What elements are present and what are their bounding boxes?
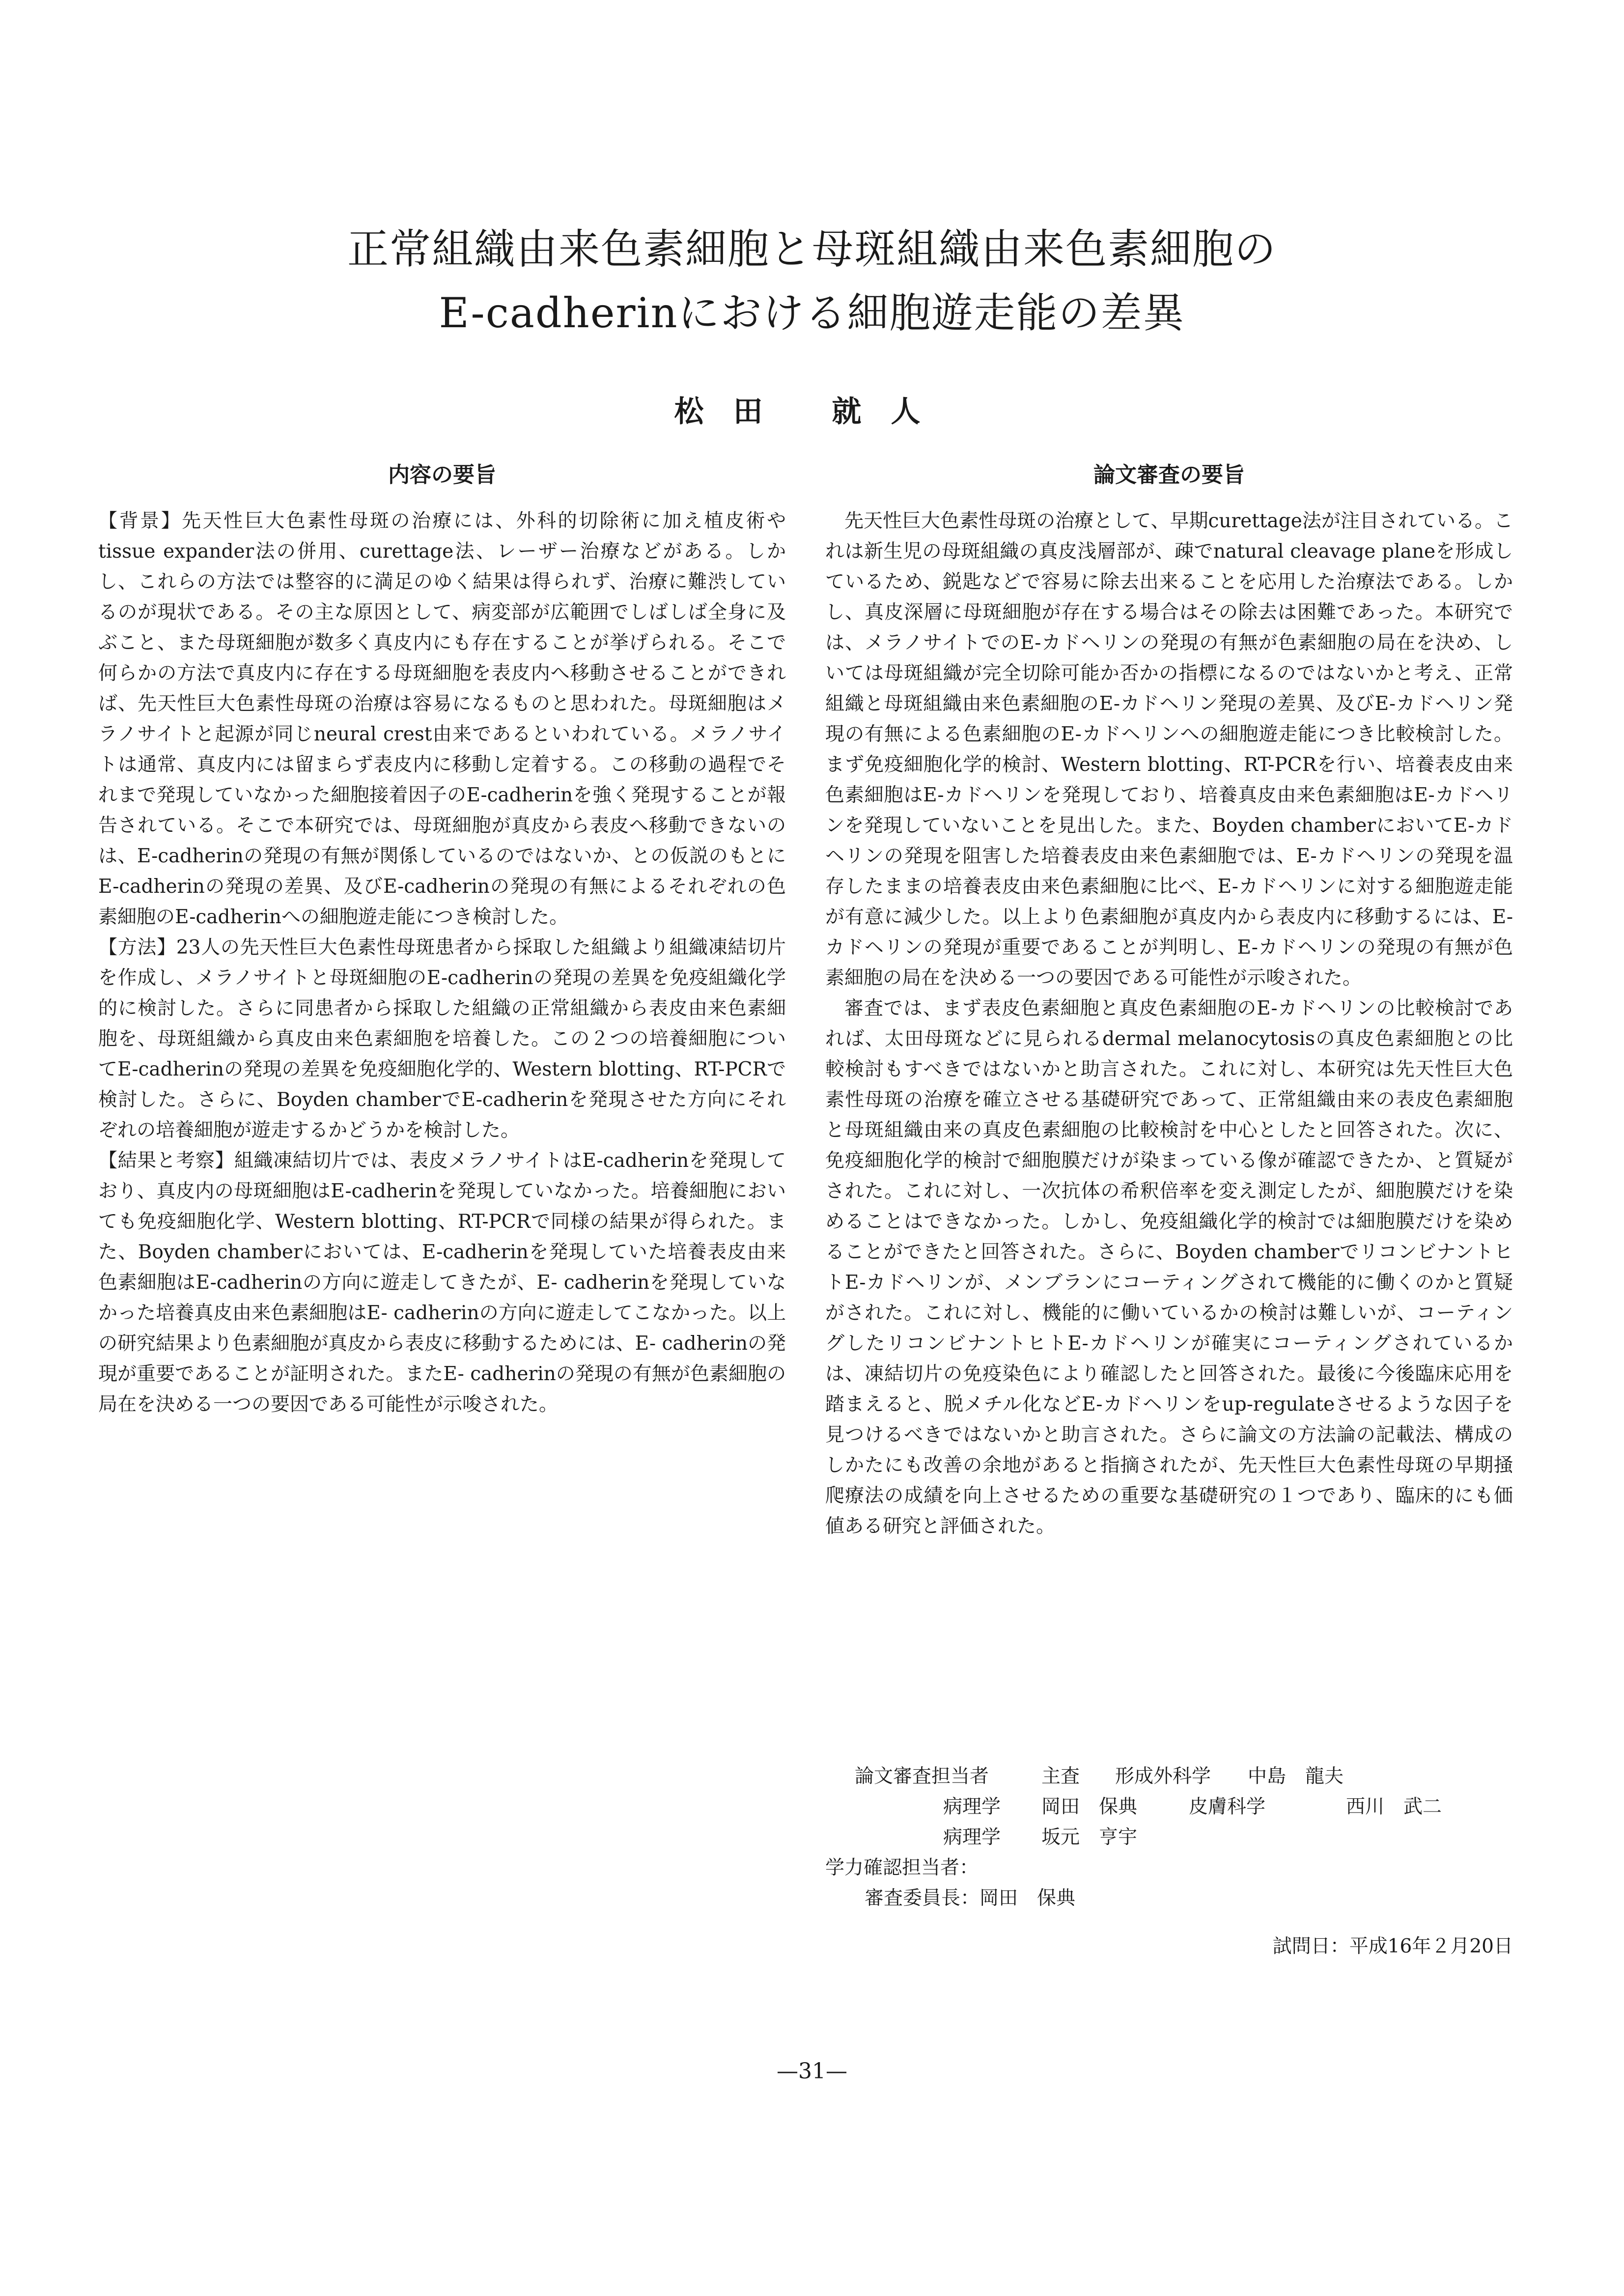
- review-paragraph-1: 先天性巨大色素性母斑の治療として、早期curettage法が注目されている。これは新生児の母斑組織の真皮浅層部が、疎でnatural cleavage planeを形成しているため、鋭匙などで容易に除去出来ることを応用した治療法である。しかし、真皮深層に母斑細胞が存在する場合はその除去は困難であった。本研究では、メラノサイトでのE-カドヘリンの発現の有無が色素細胞の局在を決め、しいては母斑組織が完全切除可能か否かの指標になるのではないかと考え、正常組織と母斑組織由来色素細胞のE-カドヘリン発現の差異、及びE-カドヘリン発現の有無による色素細胞のE-カドヘリンへの細胞遊走能につき比較検討した。まず免疫細胞化学的検討、Western blotting、RT-PCRを行い、培養表皮由来色素細胞はE-カドヘリンを発現しており、培養真皮由来色素細胞はE-カドヘリンを発現していないことを見出した。また、Boyden chamberにおいてE-カドヘリンの発現を阻害した培養表皮由来色素細胞では、E-カドヘリンの発現を温存したままの培養表皮由来色素細胞に比べ、E-カドヘリンに対する細胞遊走能が有意に減少した。以上より色素細胞が真皮内から表皮内に移動するには、E-カドヘリンの発現が重要であることが判明し、E-カドヘリンの発現の有無が色素細胞の局在を決める一つの要因である可能性が示唆された。: [825, 510, 1513, 989]
- title-line-2: E-cadherinにおける細胞遊走能の差異: [439, 289, 1185, 337]
- examiner-label: 論文審査担当者: [855, 1765, 989, 1787]
- examiner-row-4: [825, 1853, 1513, 1883]
- member-1-dept: 病理学: [943, 1796, 1001, 1818]
- examiner-row-1: [825, 1761, 1513, 1792]
- member-1-name: 岡田 保典: [1041, 1796, 1138, 1818]
- title-line-1: 正常組織由来色素細胞と母斑組織由来色素細胞の: [347, 225, 1277, 273]
- results-paragraph: 【結果と考察】組織凍結切片では、表皮メラノサイトはE-cadherinを発現しており、真皮内の母斑細胞はE-cadherinを発現していなかった。培養細胞においても免疫細胞化学、Western blotting、RT-PCRで同様の結果が得られた。また、Boyden chamberにおいては、E-cadherinを発現していた培養表皮由来色素細胞はE-cadherinの方向に遊走してきたが、E- cadherinを発現していなかった培養真皮由来色素細胞はE- cadherinの方向に遊走してこなかった。以上の研究結果より色素細胞が真皮から表皮に移動するためには、E- cadherinの発現が重要であることが証明された。またE- cadherinの発現の有無が色素細胞の局在を決める一つの要因である可能性が示唆された。: [98, 1150, 786, 1416]
- chief-name: 中島 龍夫: [1248, 1765, 1344, 1787]
- review-paragraph-2: 審査では、まず表皮色素細胞と真皮色素細胞のE-カドヘリンの比較検討であれば、太田母斑などに見られるdermal melanocytosisの真皮色素細胞との比較検討もすべきではないかと助言された。これに対し、本研究は先天性巨大色素性母斑の治療を確立させる基礎研究であって、正常組織由来の表皮色素細胞と母斑組織由来の真皮色素細胞の比較検討を中心としたと回答された。次に、免疫細胞化学的検討で細胞膜だけが染まっている像が確認できたか、と質疑がされた。これに対し、一次抗体の希釈倍率を変え測定したが、細胞膜だけを染めることはできなかった。しかし、免疫組織化学的検討では細胞膜だけを染めることができたと回答された。さらに、Boyden chamberでリコンビナントヒトE-カドヘリンが、メンブランにコーティングされて機能的に働くのかと質疑がされた。これに対し、機能的に働いているかの検討は難しいが、コーティングしたリコンビナントヒトE-カドヘリンが確実にコーティングされているかは、凍結切片の免疫染色により確認したと回答された。最後に今後臨床応用を踏まえると、脱メチル化などE-カドヘリンをup-regulateさせるような因子を見つけるべきではないかと助言された。さらに論文の方法論の記載法、構成のしかたにも改善の余地があると指摘されたが、先天性巨大色素性母斑の早期掻爬療法の成績を向上させるための重要な基礎研究の１つであり、臨床的にも価値ある研究と評価された。: [825, 997, 1513, 1537]
- author-name: 松田 就人: [674, 395, 950, 429]
- member-2-name: 西川 武二: [1346, 1796, 1442, 1818]
- background-paragraph: 【背景】先天性巨大色素性母斑の治療には、外科的切除術に加え植皮術やtissue expander法の併用、curettage法、レーザー治療などがある。しかし、これらの方法では整容的に満足のゆく結果は得られず、治療に難渋しているのが現状である。その主な原因として、病変部が広範囲でしばしば全身に及ぶこと、また母斑細胞が数多く真皮内にも存在することが挙げられる。そこで何らかの方法で真皮内に存在する母斑細胞を表皮内へ移動させることができれば、先天性巨大色素性母斑の治療は容易になるものと思われた。母斑細胞はメラノサイトと起源が同じneural crest由来であるといわれている。メラノサイトは通常、真皮内には留まらず表皮内に移動し定着する。この移動の過程でそれまで発現していなかった細胞接着因子のE-cadherinを強く発現することが報告されている。そこで本研究では、母斑細胞が真皮から表皮へ移動できないのは、E-cadherinの発現の有無が関係しているのではないか、との仮説のもとにE-cadherinの発現の差異、及びE-cadherinの発現の有無によるそれぞれの色素細胞のE-cadherinへの細胞遊走能につき検討した。: [98, 510, 786, 928]
- review-column: [825, 506, 1513, 1784]
- summary-heading: 内容の要旨: [388, 462, 496, 487]
- chief-role: 主査: [1041, 1765, 1080, 1787]
- committee-chair: 審査委員長：岡田 保典: [865, 1887, 1076, 1909]
- page-number: —31—: [777, 2059, 847, 2084]
- member-3-name: 坂元 亨宇: [1041, 1826, 1138, 1848]
- exam-date: 試問日：平成16年２月20日: [1272, 1935, 1513, 1957]
- examiner-list: [825, 1761, 1513, 1914]
- chief-dept: 形成外科学: [1115, 1765, 1211, 1787]
- examiner-row-3: [825, 1822, 1513, 1853]
- examiner-row-2: [825, 1792, 1513, 1822]
- ability-label: 学力確認担当者：: [825, 1857, 979, 1879]
- summary-column: [98, 506, 786, 1734]
- examiner-row-5: [825, 1883, 1513, 1914]
- method-paragraph: 【方法】23人の先天性巨大色素性母斑患者から採取した組織より組織凍結切片を作成し、メラノサイトと母斑細胞のE-cadherinの発現の差異を免疫組織化学的に検討した。さらに同患者から採取した組織の正常組織から表皮由来色素細胞を、母斑組織から真皮由来色素細胞を培養した。この２つの培養細胞についてE-cadherinの発現の差異を免疫細胞化学的、Western blotting、RT-PCRで検討した。さらに、Boyden chamberでE-cadherinを発現させた方向にそれぞれの培養細胞が遊走するかどうかを検討した。: [98, 936, 786, 1141]
- review-heading: 論文審査の要旨: [1093, 462, 1245, 487]
- member-2-dept: 皮膚科学: [1189, 1796, 1266, 1818]
- member-3-dept: 病理学: [943, 1826, 1001, 1848]
